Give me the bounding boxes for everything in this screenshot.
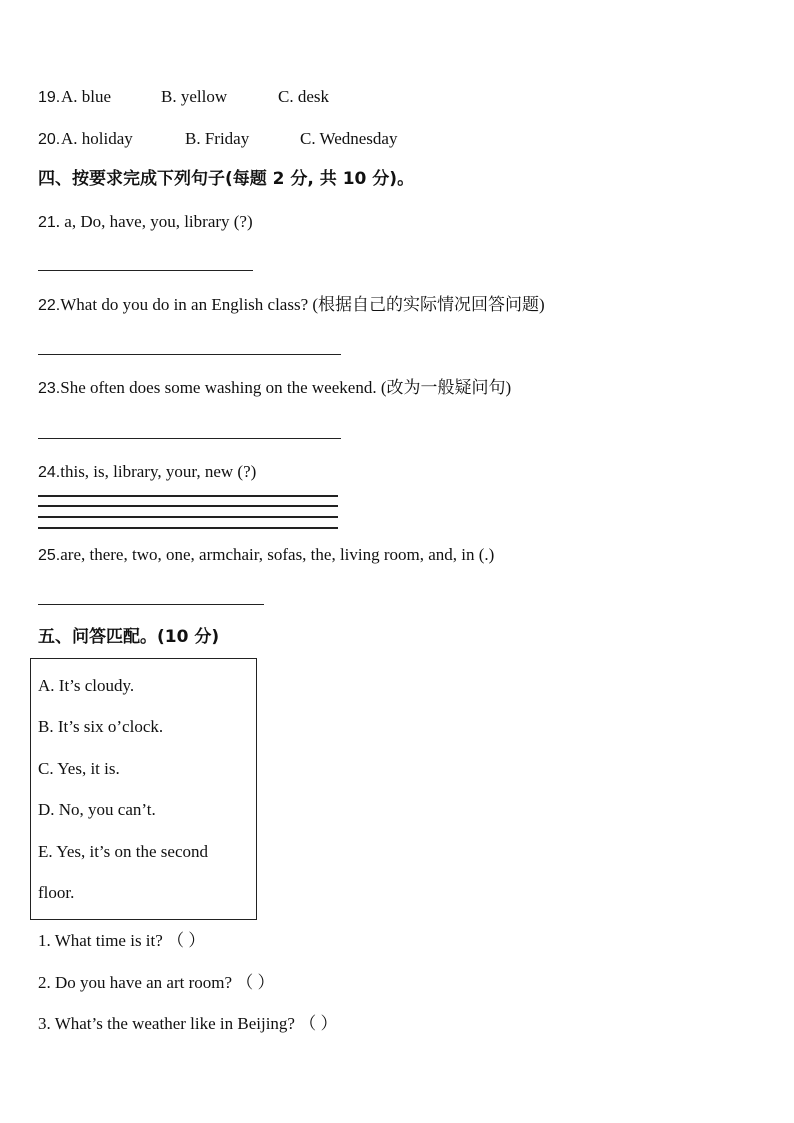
question-19	[38, 87, 60, 108]
match-question-text: 3. What’s the weather like in Beijing?	[38, 1014, 295, 1033]
answer-line[interactable]	[38, 354, 341, 355]
answer-line[interactable]	[38, 495, 338, 497]
answer-line[interactable]	[38, 516, 338, 518]
answer-option-c: C. Yes, it is.	[38, 759, 120, 778]
question-text: are, there, two, one, armchair, sofas, the, living room, and, in (.)	[60, 545, 495, 564]
answer-blank[interactable]: （ ）	[167, 931, 206, 950]
answer-option-d: D. No, you can’t.	[38, 800, 156, 819]
option-c: C. desk	[278, 87, 329, 106]
option-c: C. Wednesday	[300, 129, 398, 148]
answer-blank[interactable]: （ ）	[299, 1014, 338, 1033]
question-number: 21	[38, 214, 56, 231]
answer-options-box	[30, 658, 257, 920]
answer-line[interactable]	[38, 505, 338, 507]
question-text: She often does some washing on the weekend. (改为一般疑问句)	[60, 378, 512, 397]
question-number: 25.	[38, 547, 61, 564]
option-b: B. yellow	[161, 87, 228, 106]
answer-option-b: B. It’s six o’clock.	[38, 717, 164, 736]
match-question-3	[38, 1014, 337, 1034]
question-25	[38, 545, 494, 566]
answer-line[interactable]	[38, 604, 264, 605]
question-23	[38, 378, 511, 399]
option-a: A. holiday	[61, 129, 133, 148]
question-text: this, is, library, your, new (?)	[60, 462, 257, 481]
answer-line[interactable]	[38, 438, 341, 439]
question-number: 23.	[38, 380, 61, 397]
question-text: What do you do in an English class? (根据自己的实际情况回答问题)	[60, 295, 545, 314]
section-4-title: 四、按要求完成下列句子(每题 2 分, 共 10 分)。	[38, 169, 415, 189]
question-text: . a, Do, have, you, library (?)	[55, 212, 253, 231]
section-5-title: 五、问答匹配。(10 分)	[38, 627, 220, 647]
question-number: 22.	[38, 297, 61, 314]
question-number: 24.	[38, 464, 61, 481]
match-question-text: 2. Do you have an art room?	[38, 973, 233, 992]
question-21	[38, 212, 253, 233]
question-24	[38, 462, 256, 483]
question-20	[38, 129, 60, 150]
answer-option-e-continued: floor.	[38, 883, 75, 902]
answer-blank[interactable]: （ ）	[236, 973, 275, 992]
option-b: B. Friday	[185, 129, 250, 148]
question-number: 20.	[38, 131, 61, 148]
match-question-1	[38, 931, 205, 951]
match-question-text: 1. What time is it?	[38, 931, 163, 950]
match-question-2	[38, 973, 275, 993]
question-22	[38, 295, 545, 316]
question-number: 19.	[38, 89, 61, 106]
answer-line[interactable]	[38, 270, 253, 271]
option-a: A. blue	[61, 87, 112, 106]
answer-line[interactable]	[38, 527, 338, 529]
answer-option-e: E. Yes, it’s on the second	[38, 842, 208, 861]
answer-option-a: A. It’s cloudy.	[38, 676, 135, 695]
